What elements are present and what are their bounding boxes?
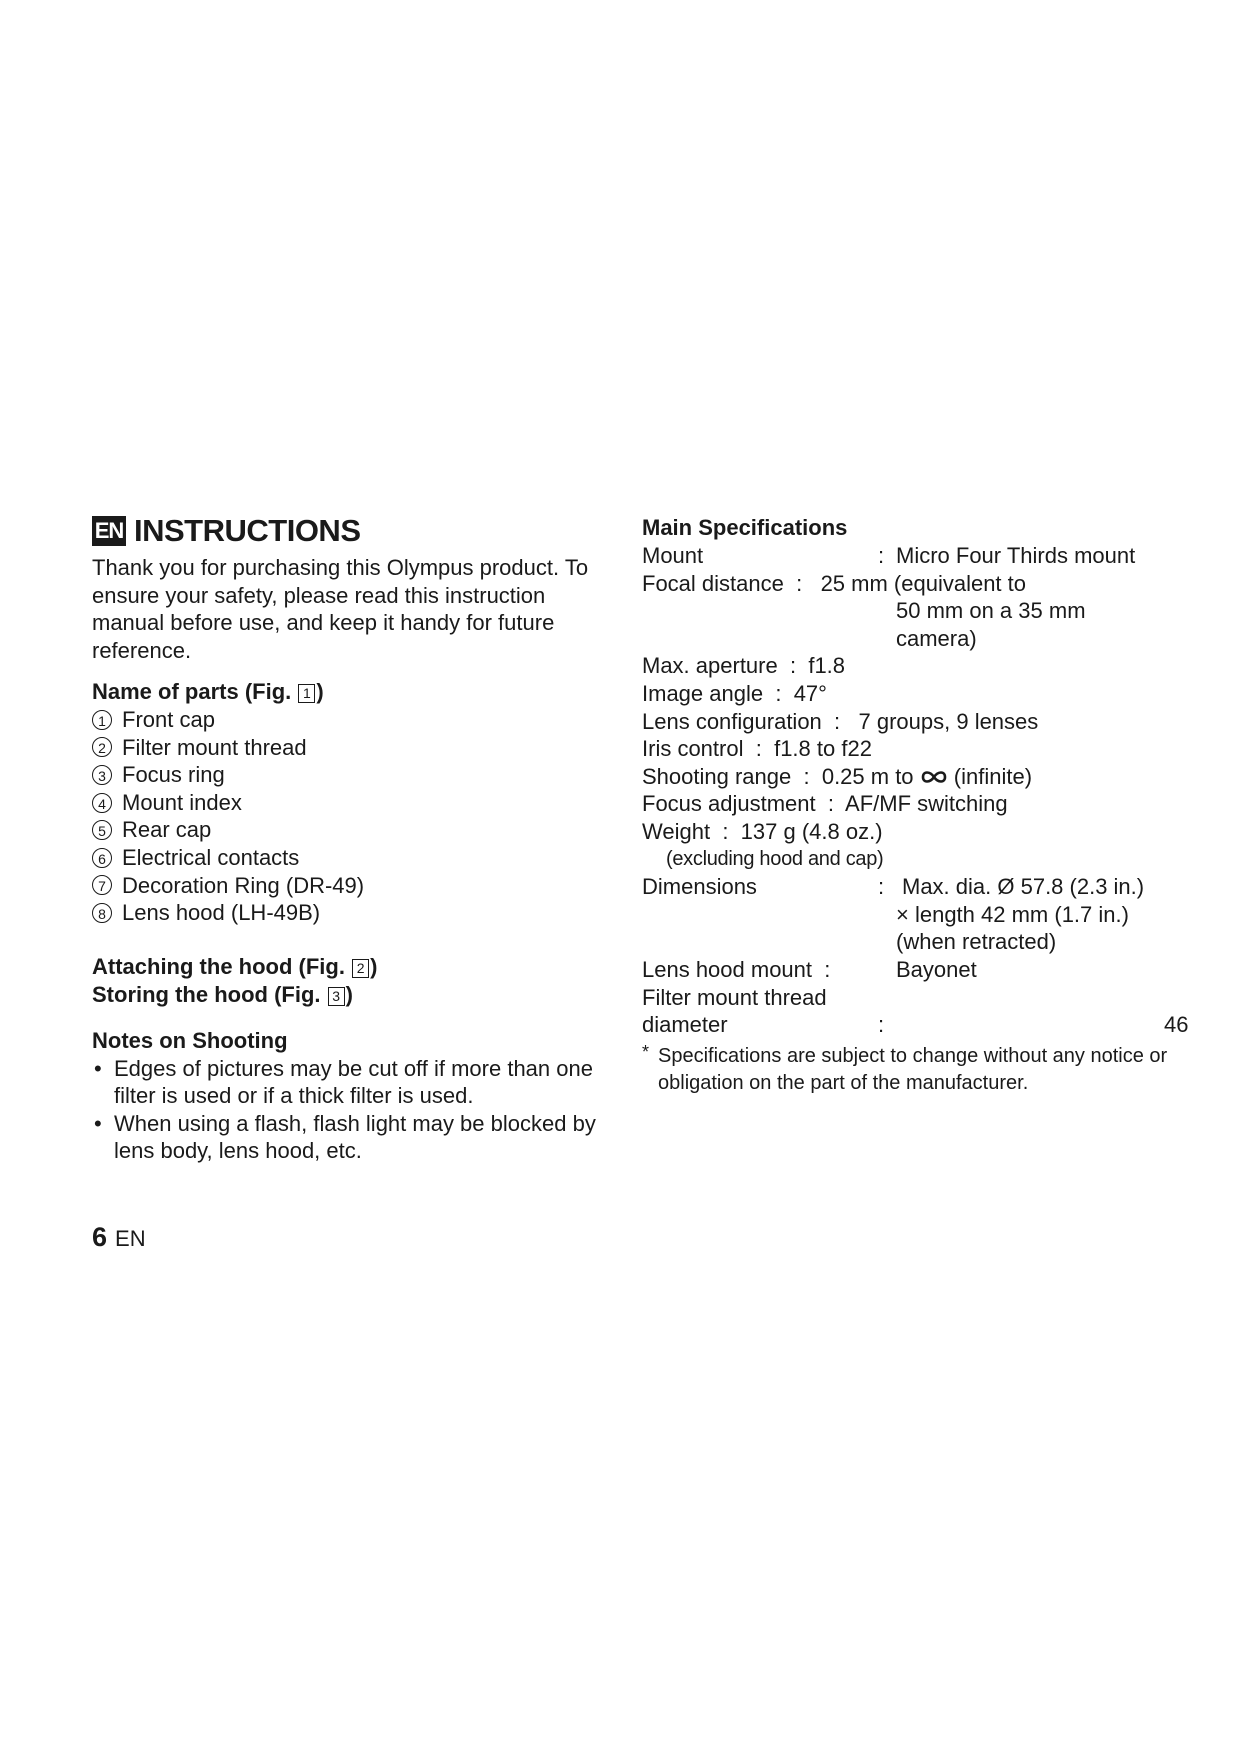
spec-label: Shooting range [642,763,792,789]
intro-paragraph: Thank you for purchasing this Olympus product. To ensure your safety, please read this instruction manual before use, and keep it handy for future reference. [92,555,589,663]
list-item [92,761,612,789]
list-item [92,844,612,872]
item-number: 3 [92,765,112,785]
spec-label: Iris control [642,736,744,762]
item-number: 8 [92,903,112,923]
spec-focal-cont: 50 mm on a 35 mm [896,598,1086,624]
section-title [92,510,612,552]
language-badge: EN [92,516,126,546]
spec-configuration: Lens configuration : 7 groups, 9 lenses [642,708,1039,734]
spec-dimensions-cont: (when retracted) [896,929,1057,955]
spec-label: diameter [642,1012,728,1038]
spec-label: Weight [642,818,711,844]
spec-value: Max. dia. Ø 57.8 (2.3 in.) [902,874,1145,900]
spec-aperture: Max. aperture : f1.8 [642,653,846,679]
figure-number: 2 [352,959,369,978]
infinity-icon [920,769,948,785]
spec-value: Micro Four Thirds mount [896,543,1136,568]
spec-hood-mount: Lens hood mount : Bayonet [642,956,977,982]
item-label: Filter mount thread [122,734,307,760]
list-item [92,706,612,734]
spec-value: 25 mm (equivalent to [820,570,1026,596]
spec-label: Focal distance [642,570,784,596]
note-text: Edges of pictures may be cut off if more than one filter is used or if a thick filter is used. [114,1055,593,1109]
spec-label: Image angle [642,680,764,706]
spec-value: 47° [793,680,827,706]
item-number: 7 [92,875,112,895]
specs-heading: Main Specifications [642,515,848,540]
spec-label: Lens configuration [642,708,822,734]
item-label: Decoration Ring (DR-49) [122,872,365,898]
page-footer [92,1222,146,1253]
spec-angle: Image angle : 47° [642,680,827,706]
note-text: When using a flash, flash light may be blocked by lens body, lens hood, etc. [114,1110,596,1164]
instructions-column [92,510,612,1165]
item-number: 4 [92,793,112,813]
item-label: Focus ring [122,762,225,788]
spec-value: 0.25 m to [821,763,914,789]
spec-value: f1.8 [808,653,846,679]
spec-focus: Focus adjustment : AF/MF switching [642,791,1008,817]
footnote [642,1043,1212,1098]
parts-list [92,706,612,927]
spec-focal-cont: camera) [896,625,977,651]
spec-value: AF/MF switching [845,791,1008,817]
spec-label: Filter mount thread [642,984,827,1010]
list-item: • Edges of pictures may be cut off if more than one filter is used or if a thick filter is used. [94,1055,593,1109]
spec-label: Focus adjustment [642,791,816,817]
item-label: Electrical contacts [122,844,300,870]
notes-heading: Notes on Shooting [92,1027,288,1053]
footnote-mark: * [642,1041,650,1062]
item-label: Front cap [122,707,215,732]
spec-label: Max. aperture [642,653,778,679]
attach-hood-heading: Attaching the hood (Fig. 2 ) [92,953,378,979]
list-item [92,872,612,900]
list-item [92,734,612,762]
spec-mount: Mount : Micro Four Thirds mount [642,543,1136,568]
page-number: 6 [92,1222,108,1252]
spec-weight: Weight : 137 g (4.8 oz.) [642,818,883,844]
spec-label: Lens hood mount [642,956,813,982]
spec-filter [642,984,1212,1012]
spec-value: 7 groups, 9 lenses [858,708,1039,734]
spec-value: 46 [1164,1012,1189,1038]
item-label: Rear cap [122,817,212,843]
spec-dimensions-cont: × length 42 mm (1.7 in.) [896,901,1129,927]
spec-iris: Iris control : f1.8 to f22 [642,736,872,762]
parts-heading: Name of parts (Fig. 1 ) [92,679,324,704]
page-title: INSTRUCTIONS [134,513,361,548]
item-number: 2 [92,737,112,757]
store-hood-heading: Storing the hood (Fig. 3 ) [92,981,353,1007]
spec-filter-cont: diameter : 46 [642,1012,1189,1038]
figure-number: 3 [328,987,345,1006]
spec-value: f1.8 to f22 [774,736,872,762]
spec-weight-note: (excluding hood and cap) [666,847,884,870]
list-item [92,899,612,927]
spec-dimensions: Dimensions : Max. dia. Ø 57.8 (2.3 in.) [642,874,1145,900]
item-label: Lens hood (LH-49B) [122,900,321,926]
item-number: 5 [92,820,112,840]
list-item [92,816,612,844]
spec-value: (infinite) [953,763,1033,789]
spec-value: 137 g (4.8 oz.) [740,818,883,844]
spec-focal: Focal distance : 25 mm (equivalent to [642,570,1026,596]
notes-list [92,1055,612,1165]
figure-number: 1 [298,684,315,703]
item-number: 1 [92,710,112,730]
page-language: EN [115,1226,146,1251]
specifications-column [642,514,1212,1098]
list-item: • When using a flash, flash light may be blocked by lens body, lens hood, etc. [94,1110,596,1164]
list-item [92,789,612,817]
item-label: Mount index [122,789,242,815]
item-number: 6 [92,848,112,868]
spec-label: Mount [642,543,704,568]
footnote-text: Specifications are subject to change without any notice or obligation on the part of the manufacturer. [658,1044,1168,1095]
spec-label: Dimensions [642,874,757,900]
spec-range: Shooting range : 0.25 m to (infinite) [642,763,1033,789]
spec-value: Bayonet [896,956,977,982]
